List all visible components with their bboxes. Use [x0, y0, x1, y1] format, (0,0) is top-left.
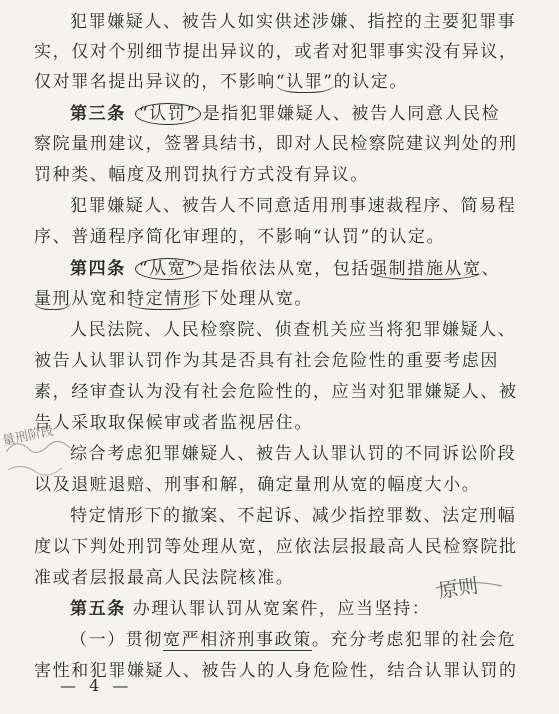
text-line: 实，仅对个别细节提出异议的，或者对犯罪事实没有异议，: [34, 42, 518, 62]
article-4-heading: 第四条: [70, 259, 126, 279]
text-line: 序、普通程序简化审理的，不影响“认罚”的认定。: [34, 227, 446, 247]
article-3-line: 第三条 “认罚” 是指犯罪嫌疑人、被告人同意人民检: [70, 104, 501, 124]
article-3-heading: 第三条: [70, 104, 126, 124]
handwritten-note-left: 量刑阶段: [1, 423, 56, 450]
text-line: 害性和犯罪嫌疑人、被告人的人身危险性，结合认罪认罚的: [34, 661, 518, 681]
text-line: 告人采取取保候审或者监视居住。: [34, 413, 313, 433]
underlined-special-circumstances: 特定情形: [127, 289, 202, 309]
text-line: 准或者层报最高人民法院核准。: [34, 568, 295, 588]
article-4-line: 第四条 “从宽” 是指依法从宽，包括强制措施从宽、: [70, 259, 501, 279]
text-line: 罚种类、幅度及刑罚执行方式没有异议。: [34, 165, 369, 185]
text-line: 犯罪嫌疑人、被告人不同意适用刑事速裁程序、简易程: [70, 196, 517, 216]
handwritten-note-right: 原则: [436, 573, 480, 603]
text-line: 量刑从宽和特定情形下处理从宽。: [34, 289, 314, 309]
text-line: 人民法院、人民检察院、侦查机关应当将犯罪嫌疑人、: [70, 320, 517, 340]
text-line: 特定情形下的撤案、不起诉、减少指控罪数、法定刑幅: [70, 506, 517, 526]
page-number: — 4 —: [60, 676, 133, 695]
circled-renfa: “认罚”: [135, 103, 201, 125]
text-line: 以及退赃退赔、刑事和解，确定量刑从宽的幅度大小。: [34, 475, 481, 495]
text-line: 度以下判处刑罚等处理从宽，应依法层报最高人民检察院批: [34, 537, 518, 557]
text-line: 仅对罪名提出异议的，不影响“认罪”的认定。: [34, 72, 409, 92]
text-line: 素，经审查认为没有社会危险性的，应当对犯罪嫌疑人、被: [34, 382, 518, 402]
text-line: （一）贯彻宽严相济刑事政策。充分考虑犯罪的社会危: [70, 630, 517, 650]
circled-congkuan: “从宽”: [135, 258, 201, 280]
article-5-line: 第五条 办理认罪认罚从宽案件，应当坚持：: [70, 599, 431, 619]
text-line: 综合考虑犯罪嫌疑人、被告人认罪认罚的不同诉讼阶段: [70, 444, 517, 464]
underlined-renzui: “认罪”: [275, 72, 334, 92]
text-line: 被告人认罪认罚作为其是否具有社会危险性的重要考虑因: [34, 351, 499, 371]
text-line: 犯罪嫌疑人、被告人如实供述涉嫌、指控的主要犯罪事: [70, 12, 517, 32]
underlined-coercive-measures: 强制措施从宽: [370, 259, 482, 279]
underlined-sentencing: 量刑: [34, 289, 72, 309]
underlined-policy: 宽严相济刑事政策: [163, 630, 312, 650]
article-5-heading: 第五条: [70, 599, 126, 619]
text-line: 察院量刑建议，签署具结书，即对人民检察院建议判处的刑: [34, 134, 518, 154]
